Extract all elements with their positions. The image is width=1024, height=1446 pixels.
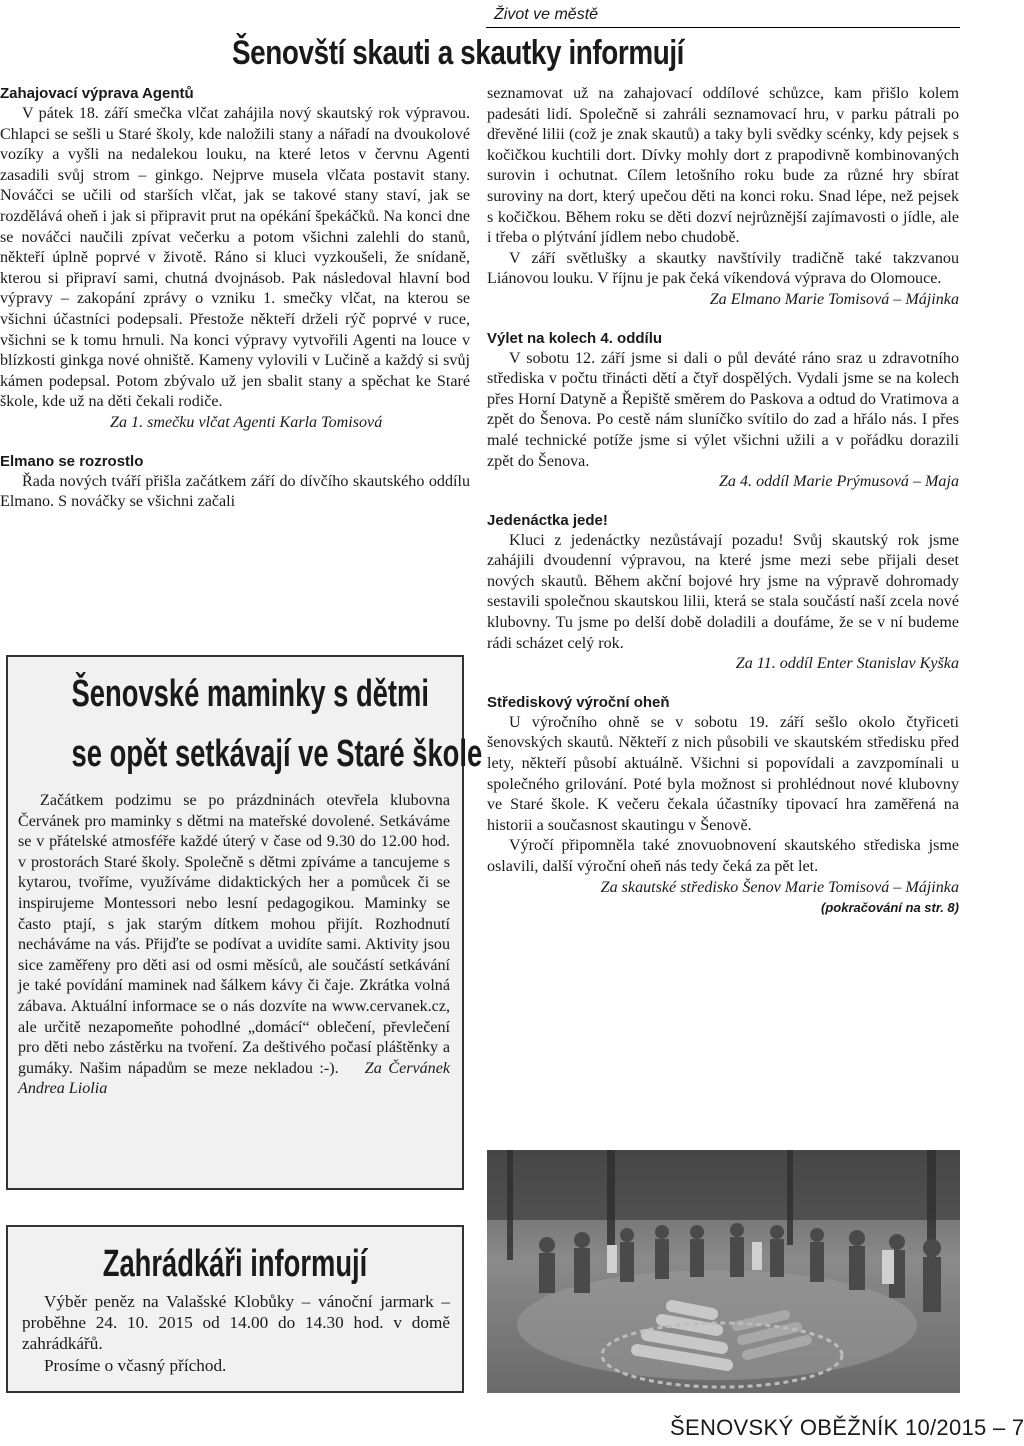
article-signature: Za 1. smečku vlčat Agenti Karla Tomisová bbox=[110, 413, 383, 431]
left-column bbox=[0, 84, 470, 513]
article-signature: Za 11. oddíl Enter Stanislav Kyška bbox=[735, 655, 959, 673]
article-heading: Výlet na kolech 4. oddílu bbox=[487, 329, 663, 347]
article-text: Řada nových tváří přišla začátkem září do dívčího skautského oddílu Elmano. S nováčky se všichni začali bbox=[0, 472, 470, 511]
box-title: Zahrádkáři informují bbox=[102, 1243, 368, 1285]
article-signature: Za Elmano Marie Tomisová – Májinka bbox=[709, 290, 959, 308]
right-column bbox=[487, 84, 959, 919]
box-title: se opět setkávají ve Staré škole bbox=[71, 733, 483, 775]
article-heading: Střediskový výroční oheň bbox=[487, 693, 670, 711]
announcement-box-zahradkari bbox=[6, 1225, 464, 1393]
box-signature: Za Červánek Andrea Liolia bbox=[18, 1059, 450, 1098]
box-text: Prosíme o včasný příchod. bbox=[44, 1355, 227, 1375]
scout-campfire-photo bbox=[487, 1150, 960, 1393]
continued-note: (pokračování na str. 8) bbox=[821, 900, 959, 916]
article-text: Výročí připomněla také znovuobnovení skautského střediska jsme oslavili, další výroční oheň nás tedy čeká za pět let. bbox=[487, 837, 959, 875]
page-title: Šenovští skauti a skautky informují bbox=[232, 34, 685, 72]
article-heading: Zahajovací výprava Agentů bbox=[0, 85, 194, 102]
box-text: Začátkem podzimu se po prázdninách otevřela klubovna Červánek pro maminky s dětmi na mateřské dovolené. Setkáváme se v přátelské atmosféře každé úterý v čase od 9.30 do 12.00 hod. v prostorách Staré školy. Společně s dětmi zpíváme a tancujeme s kytarou, tvoříme, využíváme didaktických her a pomůcek či se inspirujeme Montessori nebo lesní pedagogikou. Maminky se často ptají, s jak starým dítkem mohou přijít. Rozhodnutí necháváme na vás. Přijďte se podívat a uvidíte sami. Aktivity jsou sice zaměřeny pro děti asi od osmi měsíců, ale součástí setkávání je také povídání maminek nad šálkem kávy či čaje. Zkrátka volná zábava. Aktuální informace se o nás dozvíte na www.cervanek.cz, ale určitě nezapomeňte pohodlné „domácí“ oblečení, převlečení pro děti nebo zástěrku na tvoření. Za deštivého počasí pláštěnky a gumáky. Našim nápadům se meze nekladou :-). Za Červánek Andrea Liolia bbox=[18, 792, 450, 1098]
article-heading: Jedenáctka jede! bbox=[487, 511, 608, 529]
article-text: seznamovat už na zahajovací oddílové schůzce, kam přišlo kolem padesáti lidí. Společně si zahráli seznamovací hru, v parku pátrali po dřevěné lilii (což je znak skautů) a taky byli svědky scénky, kdy pejsek s kočičkou kuchtili dort. Dívky mohly dort z prapodivně kombinovaných surovin i ochutnat. Cílem letošního roku bude za různé hry sbírat suroviny na dort, který upečou děti na konci roku. Snad lépe, než pejsek s kočičkou. Během roku se děti dozví nejrůznější zajímavosti o jídle, ale i třeba o plýtvání jídlem nebo chudobě. bbox=[487, 85, 959, 247]
box-text: Výběr peněz na Valašské Klobůky – vánoční jarmark – proběhne 24. 10. 2015 od 14.00 do 14.30 hod. v domě zahrádkářů. bbox=[22, 1292, 450, 1354]
article-text: V sobotu 12. září jsme si dali o půl deváté ráno sraz u zdravotního střediska v počtu třinácti dětí a čtyř dospělých. Vydali jsme se na kolech přes Horní Datyně a Řepiště směrem do Paskova a odtud do Vratimova a zpět do Šenova. Po cestě nám sluníčko svítilo do zad a hřálo nás. I přes malé technické potíže jsme si výlet všichni užili a v pořádku dorazili zpět do Šenova. bbox=[487, 349, 959, 470]
article-signature: Za 4. oddíl Marie Prýmusová – Maja bbox=[718, 473, 959, 491]
section-tag: Život ve městě bbox=[486, 6, 960, 28]
box-title: Šenovské maminky s dětmi bbox=[71, 673, 429, 715]
page-footer: ŠENOVSKÝ OBĚŽNÍK 10/2015 – 7 bbox=[670, 1415, 1024, 1440]
article-heading: Elmano se rozrostlo bbox=[0, 452, 144, 470]
article-text: U výročního ohně se v sobotu 19. září sešlo okolo čtyřiceti šenovských skautů. Někteří z nich působili ve skautském středisku před lety, někteří působí aktuálně. Všichni si popovídali a zavzpomínali u společného grilování. Poté byla možnost si prohlédnout nové klubovny ve Staré škole. K večeru čekala účastníky tipovací hra zaměřená na historii a současnost skautingu v Šenově. bbox=[487, 713, 959, 834]
article-text: V září světlušky a skautky navštívily tradičně také takzvanou Liánovou louku. V říjnu je pak čeká víkendová výprava do Olomouce. bbox=[487, 249, 959, 288]
article-signature: Za skautské středisko Šenov Marie Tomisová – Májinka bbox=[600, 878, 959, 896]
announcement-box-maminky bbox=[6, 655, 483, 1190]
article-text: Kluci z jedenáctky nezůstávají pozadu! Svůj skautský rok jsme zahájili dvoudenní výpravou, na které jsme mezi sebe přijali deset nových skautů. Během akční bojové hry jsme na výpravě dohromady sestavili společnou skautskou lilii, která se stala součástí naší zcela nové klubovny. Tu jsme po delší době doladili a doufáme, že se v ní budeme rádi scházet celý rok. bbox=[487, 531, 959, 652]
article-text: V pátek 18. září smečka vlčat zahájila nový skautský rok výpravou. Chlapci se sešli u Staré školy, kde naložili stany a nářadí na dvoukolové vozíky a vyšli na nedalekou louku, na které letos v červnu Agenti zasadili svůj strom – ginkgo. Nejprve musela vlčata postavit stany. Nováčci se učili od starších vlčat, jak se takové stany staví, jak se rozdělává oheň i jak si připravit prut na opékání špekáčků. Na konci dne se nováčci naučili zpívat večerku a potom všichni zalehli do stanů, někteří úplně poprvé v životě. Ráno si kluci vyzkoušeli, že snídaně, kterou si připraví sami, chutná dvojnásob. Pak následoval hlavní bod výpravy – zakopání zprávy o vzniku 1. smečky vlčat, na kterou se všichni účastníci podepsali. Přestože někteří drželi rýč poprvé v ruce, všichni se k tomu hrnuli. Na konci výpravy vytvořili Agenti na louce v blízkosti ginkga nové ohniště. Kameny vylovili v Lučině a každý si svůj kámen podepsal. Potom zbývalo už jen sbalit stany a spěchat ke Staré škole, kde už na děti čekali rodiče. bbox=[0, 105, 470, 411]
